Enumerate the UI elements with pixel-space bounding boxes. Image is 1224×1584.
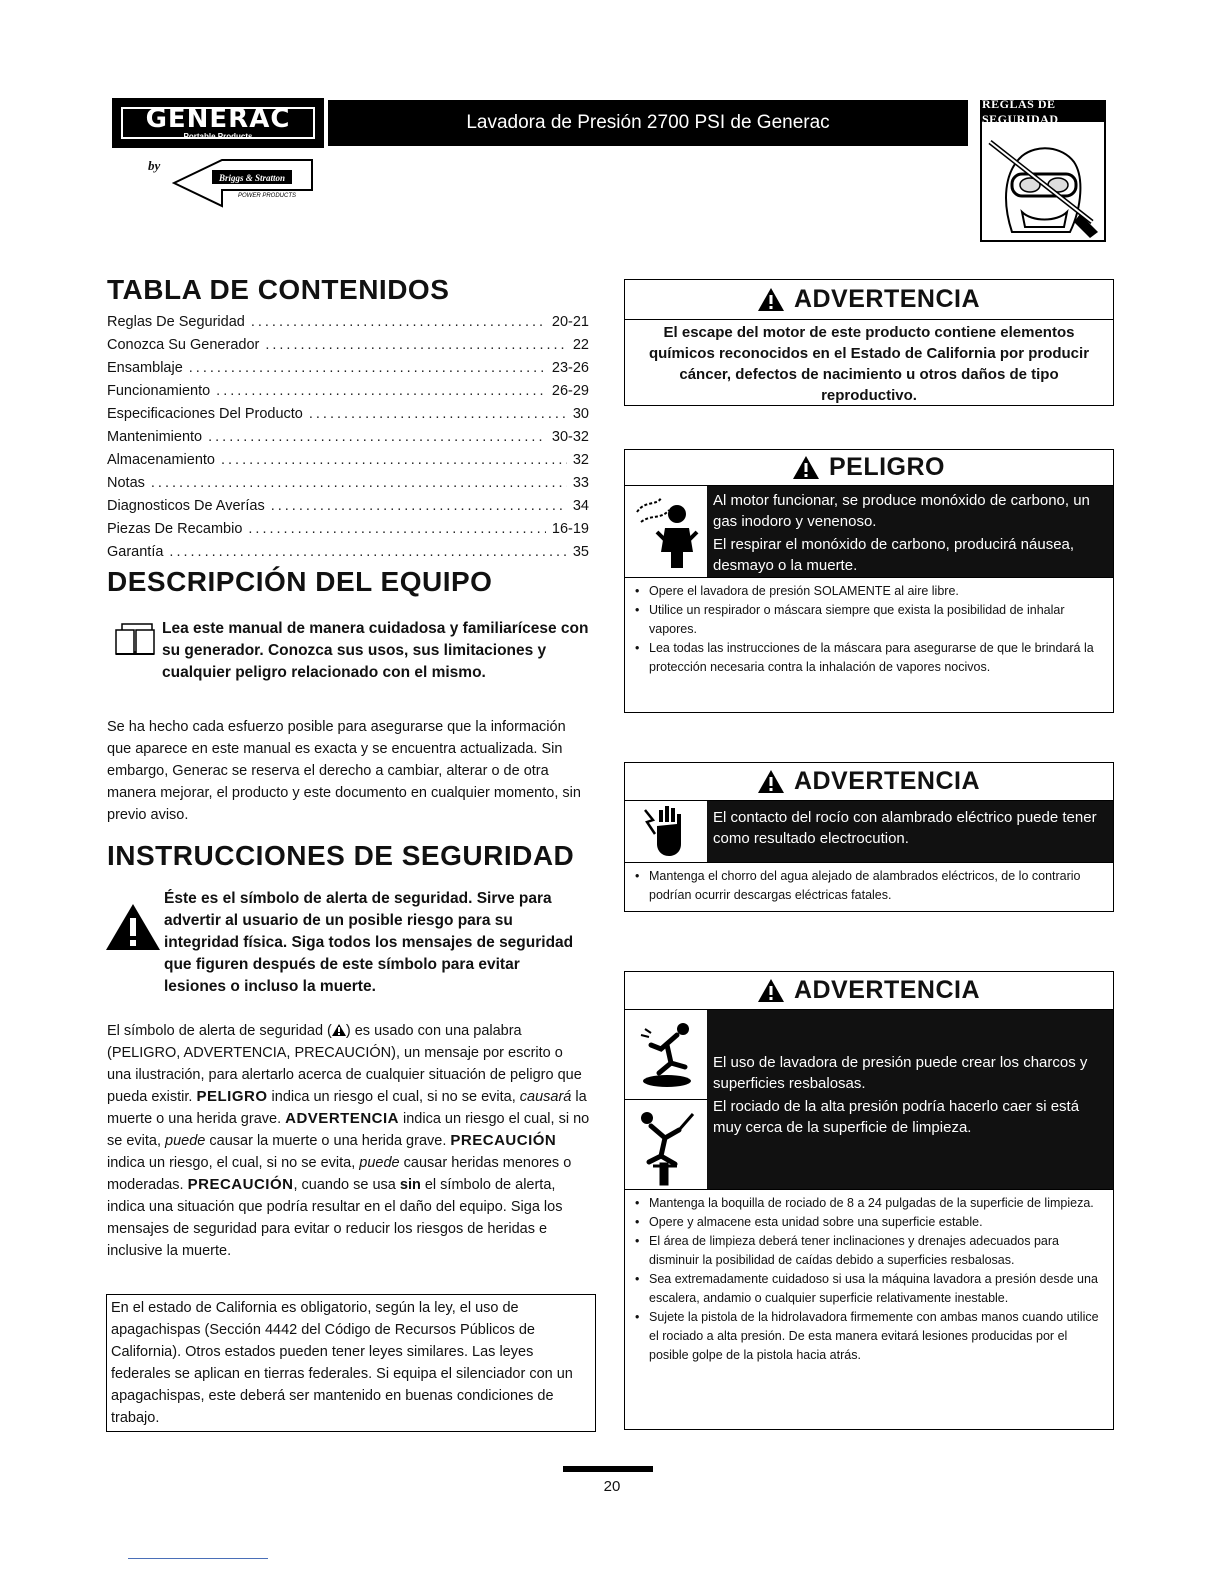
toc-entry-label: Funcionamiento — [107, 382, 211, 399]
toc-entry — [107, 333, 589, 356]
manual-book-icon — [114, 622, 158, 658]
toc-leader-dots — [251, 314, 546, 330]
toc-entry-page: 32 — [572, 451, 589, 468]
toc-leader-dots — [151, 475, 567, 491]
toc-entry-page: 30-32 — [551, 428, 589, 445]
safety-badge-title: REGLAS DE SEGURIDAD — [982, 102, 1104, 122]
warning-triangle-icon — [758, 979, 784, 1002]
toc-entry — [107, 402, 589, 425]
bullet-item: • Opere y almacene esta unidad sobre una superficie estable. — [631, 1213, 1107, 1232]
bullet-item: • Sea extremadamente cuidadoso si usa la máquina lavadora a presión desde una escalera, andamio o cualquier superficie relativamente inestable. — [631, 1270, 1107, 1308]
danger-dark-row — [625, 486, 1113, 578]
page-number: 20 — [603, 1478, 621, 1495]
toc-leader-dots — [216, 383, 546, 399]
electric-shock-hand-icon — [625, 801, 707, 862]
bullet-item: • Utilice un respirador o máscara siempre que exista la posibilidad de inhalar vapores. — [631, 601, 1107, 639]
toc-entry-label: Almacenamiento — [107, 451, 215, 468]
generac-logo-text: GENERAC — [145, 103, 291, 134]
toc-entry-label: Ensamblaje — [107, 359, 183, 376]
danger-dark-text — [707, 486, 1113, 577]
toc-entry-page: 35 — [572, 543, 589, 560]
toc-entry-label: Especificaciones Del Producto — [107, 405, 303, 422]
toc-leader-dots — [309, 406, 567, 422]
warning-title-text: ADVERTENCIA — [793, 976, 981, 1004]
by-label: by — [148, 158, 161, 173]
danger-bullet-list — [625, 578, 1113, 681]
california-spark-arrester-note: En el estado de California es obligatorio, según la ley, el uso de apagachispas (Sección 4442 del Código de Recursos Públicos de California). Otros estados pueden tener leyes similares. Las leyes federales se aplican en tierras federales. Si equipa el silenciador con un apagachispas, este deberá ser mantenido en buenas condiciones de trabajo. — [106, 1294, 596, 1432]
warning-title-text: ADVERTENCIA — [793, 767, 981, 795]
toc-leader-dots — [265, 337, 567, 353]
warning-dark-row — [625, 1010, 1113, 1190]
warning-text: El escape del motor de este producto contiene elementos químicos reconocidos en el Estado de California por producir cáncer, defectos de nacimiento u otros daños de tipo reproductivo. — [648, 324, 1090, 404]
footer-rule — [128, 1558, 268, 1559]
toc-entry-page: 34 — [572, 497, 589, 514]
toc-entry — [107, 356, 589, 379]
warning-bullet-list — [625, 863, 1113, 909]
toc-heading: TABLA DE CONTENIDOS — [107, 274, 450, 305]
page-number-bar — [563, 1466, 653, 1472]
toc-leader-dots — [208, 429, 546, 445]
description-body: Se ha hecho cada esfuerzo posible para asegurarse que la información que aparece en este manual es exacta y se encuentra actualizada. Sin embargo, Generac se reserva el derecho a cambiar, alterar o de otra manera mejorar, el producto y este documento en cualquier momento, sin previo aviso. — [107, 719, 581, 823]
toc-leader-dots — [189, 360, 546, 376]
safety-symbol-description: Éste es el símbolo de alerta de seguridad. Sirve para advertir al usuario de un posible riesgo para su integridad física. Siga todos los mensajes de seguridad que figuren después de este símbolo para evitar lesiones o incluso la muerte. — [164, 890, 574, 995]
danger-dark-text-1: Al motor funcionar, se produce monóxido de carbono, un gas inodoro y venenoso. — [713, 492, 1090, 530]
face-goggles-spray-gun-icon — [982, 122, 1104, 240]
bullet-item: • Opere el lavadora de presión SOLAMENTE al aire libre. — [631, 582, 1107, 601]
safety-symbol-explanation: El símbolo de alerta de seguridad ( ) es usado con una palabra (PELIGRO, ADVERTENCIA, PRECAUCIÓN), un mensaje por escrito o una ilustración, para alertarlo acerca de cualquier situación de peligro que pueda existir. PELIGRO indica un riesgo el cual, si no se evita, causará la muerte o una herida grave. ADVERTENCIA indica un riesgo el cual, si no se evita, puede causar la muerte o una herida grave. PRECAUCIÓN indica un riesgo, el cual, si no se evita, puede causar heridas menores o moderadas. PRECAUCIÓN, cuando se usa sin el símbolo de alerta, indica una situación que podría resultar en el daño del equipo. Siga los mensajes de seguridad para evitar o reducir los riesgos de heridas e inclusive la muerte. — [107, 1023, 590, 1259]
toc-entry-page: 16-19 — [551, 520, 589, 537]
document-title-bar — [328, 100, 968, 146]
inline-alert-icon — [332, 1024, 346, 1036]
warning-title — [625, 763, 1113, 801]
toc-entry — [107, 494, 589, 517]
bullet-item: • Sujete la pistola de la hidrolavadora firmemente con ambas manos cuando utilice el rociado a alta presión. De esta manera evitará lesiones producidas por el posible golpe de la pistola hacia atrás. — [631, 1308, 1107, 1365]
bullet-item: • Mantenga la boquilla de rociado de 8 a 24 pulgadas de la superficie de limpieza. — [631, 1194, 1107, 1213]
warning-triangle-icon — [758, 770, 784, 793]
danger-title — [625, 450, 1113, 486]
safety-alert-icon — [104, 902, 162, 952]
warning-icons-column — [625, 1010, 707, 1189]
toc-entry — [107, 448, 589, 471]
toc-entry-page: 20-21 — [551, 313, 589, 330]
bullet-item: • El área de limpieza deberá tener inclinaciones y drenajes adecuados para disminuir la posibilidad de caídas debido a superficies resbalosas. — [631, 1232, 1107, 1270]
warning-triangle-icon — [793, 456, 819, 479]
slip-puddle-icon — [625, 1010, 707, 1100]
toc-leader-dots — [271, 498, 567, 514]
toc-entry — [107, 425, 589, 448]
toc-leader-dots — [221, 452, 567, 468]
toxic-fumes-icon — [625, 486, 707, 577]
danger-dark-text-2: El respirar el monóxido de carbono, producirá náusea, desmayo o la muerte. — [713, 536, 1075, 574]
toc-entry-label: Diagnosticos De Averías — [107, 497, 265, 514]
table-of-contents — [107, 310, 589, 563]
toc-entry-label: Garantía — [107, 543, 164, 560]
bs-logo-text: Briggs & Stratton — [218, 173, 286, 183]
warning-dark-row — [625, 801, 1113, 863]
toc-entry — [107, 517, 589, 540]
warning-box-slippery — [624, 971, 1114, 1430]
warning-triangle-icon — [758, 288, 784, 311]
safety-instructions-heading: INSTRUCCIONES DE SEGURIDAD — [107, 840, 575, 871]
toc-entry-label: Mantenimiento — [107, 428, 203, 445]
bullet-item: • Lea todas las instrucciones de la máscara para asegurarse de que le brindará la protección necesaria contra la inhalación de vapores nocivos. — [631, 639, 1107, 677]
document-title: Lavadora de Presión 2700 PSI de Generac — [466, 112, 830, 133]
toc-entry-label: Piezas De Recambio — [107, 520, 243, 537]
bullet-item: • Mantenga el chorro del agua alejado de alambrados eléctricos, de lo contrario podrían ocurrir descargas eléctricas fatales. — [631, 867, 1107, 905]
toc-leader-dots — [169, 544, 566, 560]
toc-entry — [107, 310, 589, 333]
toc-entry — [107, 379, 589, 402]
toc-entry-label: Conozca Su Generador — [107, 336, 260, 353]
danger-title-text: PELIGRO — [828, 453, 945, 481]
generac-logo-sub: Portable Products — [183, 131, 253, 141]
warning-bullet-list — [625, 1190, 1113, 1369]
warning-title — [625, 972, 1113, 1010]
warning-dark-text — [707, 1010, 1113, 1189]
toc-leader-dots — [248, 521, 546, 537]
warning-title-text: ADVERTENCIA — [793, 285, 981, 313]
description-heading: DESCRIPCIÓN DEL EQUIPO — [107, 566, 493, 597]
spray-knockback-icon — [625, 1100, 707, 1189]
toc-entry — [107, 471, 589, 494]
toc-entry-label: Notas — [107, 474, 145, 491]
warning-box-electrical — [624, 762, 1114, 912]
toc-entry-label: Reglas De Seguridad — [107, 313, 245, 330]
warning-title — [625, 280, 1113, 320]
warning-dark-text-1: El uso de lavadora de presión puede crear los charcos y superficies resbalosas. — [713, 1054, 1088, 1092]
warning-dark-text: El contacto del rocío con alambrado eléctrico puede tener como resultado electrocution. — [707, 801, 1113, 862]
read-manual-lead: Lea este manual de manera cuidadosa y familiarícese con su generador. Conozca sus usos, sus limitaciones y cualquier peligro relacionado con el mismo. — [162, 620, 589, 681]
briggs-stratton-logo — [172, 158, 322, 208]
toc-entry-page: 23-26 — [551, 359, 589, 376]
toc-entry-page: 26-29 — [551, 382, 589, 399]
warning-dark-text-2: El rociado de la alta presión podría hacerlo caer si está muy cerca de la superficie de limpieza. — [713, 1098, 1080, 1136]
toc-entry — [107, 540, 589, 563]
toc-entry-page: 22 — [572, 336, 589, 353]
warning-box-california — [624, 279, 1114, 406]
danger-box-carbon-monoxide — [624, 449, 1114, 713]
generac-logo — [114, 100, 322, 146]
safety-rules-badge — [980, 97, 1106, 242]
toc-entry-page: 33 — [572, 474, 589, 491]
bs-logo-sub: POWER PRODUCTS — [237, 193, 297, 199]
toc-entry-page: 30 — [572, 405, 589, 422]
